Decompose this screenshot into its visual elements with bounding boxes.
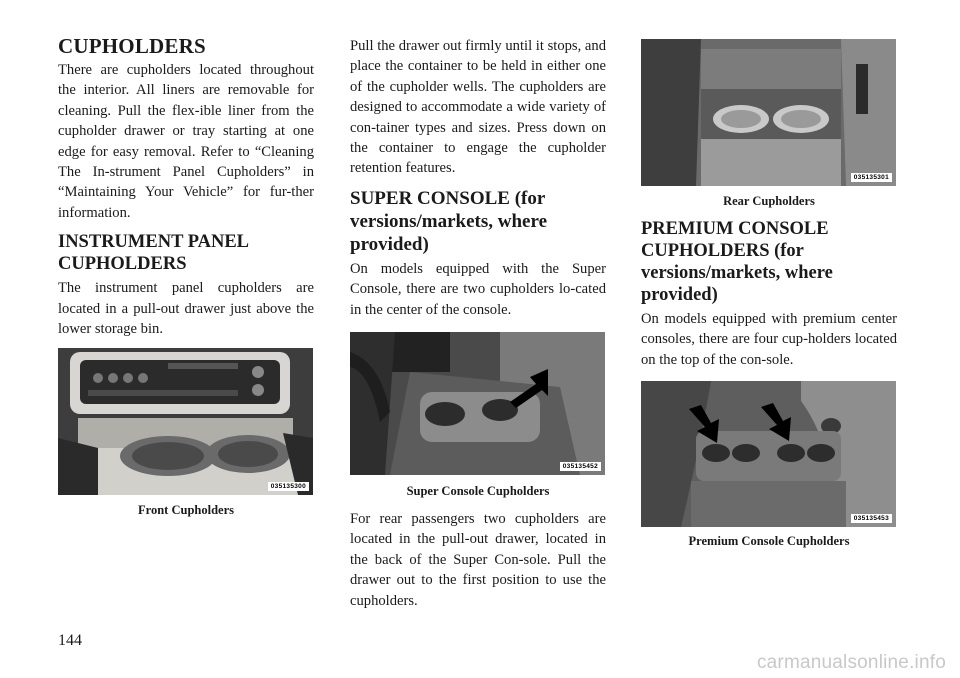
figure-code: 035135301 [851,173,892,182]
front-cupholders-photo [58,348,313,495]
premium-console-paragraph: On models equipped with premium center consoles, there are four cup-holders located on the top of the con-sole. [641,311,897,368]
page-number: 144 [58,632,82,649]
section-heading-cupholders: CUPHOLDERS [58,34,206,58]
super-console-cupholders-photo [350,332,605,475]
watermark: carmanualsonline.info [756,652,946,673]
section-heading-super-console: SUPER CONSOLE (for versions/markets, where provided) [350,187,548,255]
drawer-instructions-paragraph: Pull the drawer out firmly until it stops, and place the container to be held in either one of the cupholder wells. The cupholders are designed to accommodate a wide variety of con-tainer types and sizes. Press down on the container to engage the cupholder retention features. [350,38,606,177]
cupholders-intro-paragraph: There are cupholders located throughout the interior. All liners are removable for cleaning. Pull the flex-ible liner from the cupholder drawer or tray starting at one edge for easy removal. Refer to “Cleaning The In-strument Panel Cupholders” in “Maintaining Your Vehicle” for fur-ther information. [58,62,314,221]
column-middle [350,36,606,611]
instrument-panel-paragraph: The instrument panel cupholders are located in a pull-out drawer just above the lower storage bin. [58,280,314,338]
figure-code: 035135453 [851,514,892,523]
column-left [58,34,314,518]
premium-console-cupholders-photo [641,381,896,527]
section-heading-premium-console: PREMIUM CONSOLE CUPHOLDERS (for versions/markets, where provided) [641,219,833,305]
premium-console-caption: Premium Console Cupholders [688,534,850,549]
front-cupholders-caption: Front Cupholders [138,503,234,518]
rear-passengers-paragraph: For rear passengers two cupholders are located in the pull-out drawer, located in the back of the Super Con-sole. Pull the drawer out to the first position to use the cupholders. [350,511,606,609]
super-console-paragraph: On models equipped with the Super Console, there are two cupholders lo-cated in the center of the console. [350,260,606,318]
column-right [641,39,897,549]
rear-cupholders-caption: Rear Cupholders [723,194,815,208]
super-console-caption: Super Console Cupholders [406,484,550,499]
section-heading-instrument-panel: INSTRUMENT PANEL CUPHOLDERS [58,232,249,275]
figure-code: 035135452 [560,462,601,471]
rear-cupholders-photo [641,39,896,186]
figure-code: 035135300 [268,482,309,491]
